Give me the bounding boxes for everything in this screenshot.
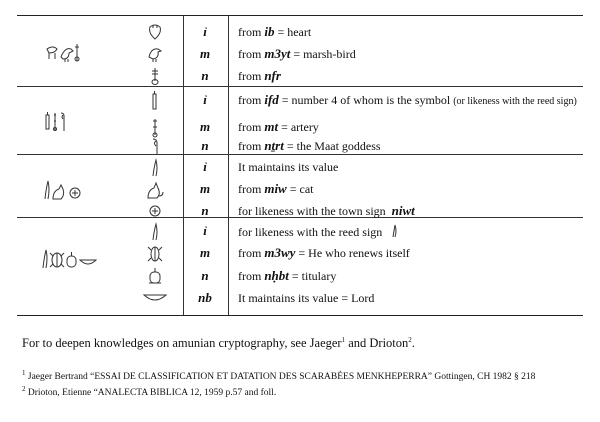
- reed-hieroglyph-icon: [145, 89, 169, 111]
- table-row: [17, 156, 583, 178]
- bird-hieroglyph-icon: [145, 43, 169, 65]
- table-row: [17, 21, 583, 43]
- cartouche-hieroglyph-icon: [145, 265, 169, 287]
- row-description: from mt = artery: [238, 119, 319, 134]
- cipher-letter: ỉ: [203, 24, 207, 39]
- cipher-letter: m: [199, 245, 211, 260]
- row-description: from ib = heart: [238, 24, 312, 39]
- table-row: [17, 220, 583, 242]
- table-row: [17, 287, 583, 309]
- row-description: It maintains its value: [238, 160, 339, 174]
- cat-hieroglyph-icon: [145, 178, 169, 200]
- table-row: [17, 242, 583, 264]
- row-description: from nfr: [238, 68, 281, 83]
- basket-hieroglyph-icon: [141, 287, 171, 309]
- cipher-letter: n: [201, 268, 209, 283]
- maat-feather-hieroglyph-icon: [145, 135, 169, 157]
- table-row: [17, 265, 583, 287]
- cipher-letter: nb: [198, 290, 212, 305]
- row-description: from nṯrt = the Maat goddess: [238, 138, 381, 153]
- table-row: [17, 178, 583, 200]
- cipher-letter: ỉ: [203, 92, 207, 107]
- table-row: [17, 135, 583, 157]
- reed-sign-inline-icon: [389, 224, 399, 238]
- town-sign-hieroglyph-icon: [145, 200, 169, 222]
- further-reading-note: For to deepen knowledges on amunian cryptography, see Jaeger$^1$ and Drioton$^2$.: [22, 336, 415, 351]
- row-description: from ifd = number 4 of whom is the symbol (or likeness with the reed sign): [238, 92, 577, 107]
- cipher-letter: ỉ: [203, 223, 207, 238]
- cipher-letter: m: [199, 181, 211, 196]
- nfr-hieroglyph-icon: [145, 65, 169, 87]
- table-row: [17, 200, 583, 222]
- cipher-letter: ỉ: [203, 159, 207, 174]
- footnote: $^1$ Jaeger Bertrand “ESSAI DE CLASSIFICATION ET DATATION DES SCARABÉES MENKHEPERRA” Gottingen, CH 1982 § 218: [22, 369, 536, 383]
- table-row: [17, 65, 583, 87]
- row-description: from m3yt = marsh-bird: [238, 46, 356, 61]
- heart-hieroglyph-icon: [145, 21, 169, 43]
- reed-hieroglyph-icon: [145, 156, 169, 178]
- row-description: for likeness with the town sign niwt: [238, 203, 415, 218]
- cipher-letter: m: [199, 119, 211, 134]
- cipher-letter: m: [199, 46, 211, 61]
- table-row: [17, 43, 583, 65]
- footnote: $^2$ Drioton, Etienne “ANALECTA BIBLICA 12, 1959 p.57 and foll.: [22, 385, 277, 399]
- row-description: from nḥbt = titulary: [238, 268, 337, 283]
- row-description: for likeness with the reed sign: [238, 224, 579, 239]
- table-row: [17, 89, 583, 119]
- scarab-hieroglyph-icon: [145, 242, 169, 264]
- row-description: from miw = cat: [238, 181, 314, 196]
- cipher-letter: n: [201, 68, 209, 83]
- cryptography-table: [17, 15, 583, 316]
- cipher-letter: n: [201, 203, 209, 218]
- reed-hieroglyph-icon: [145, 220, 169, 242]
- row-description: from m3wy = He who renews itself: [238, 245, 410, 260]
- cipher-letter: n: [201, 138, 209, 153]
- row-description: It maintains its value = Lord: [238, 291, 375, 305]
